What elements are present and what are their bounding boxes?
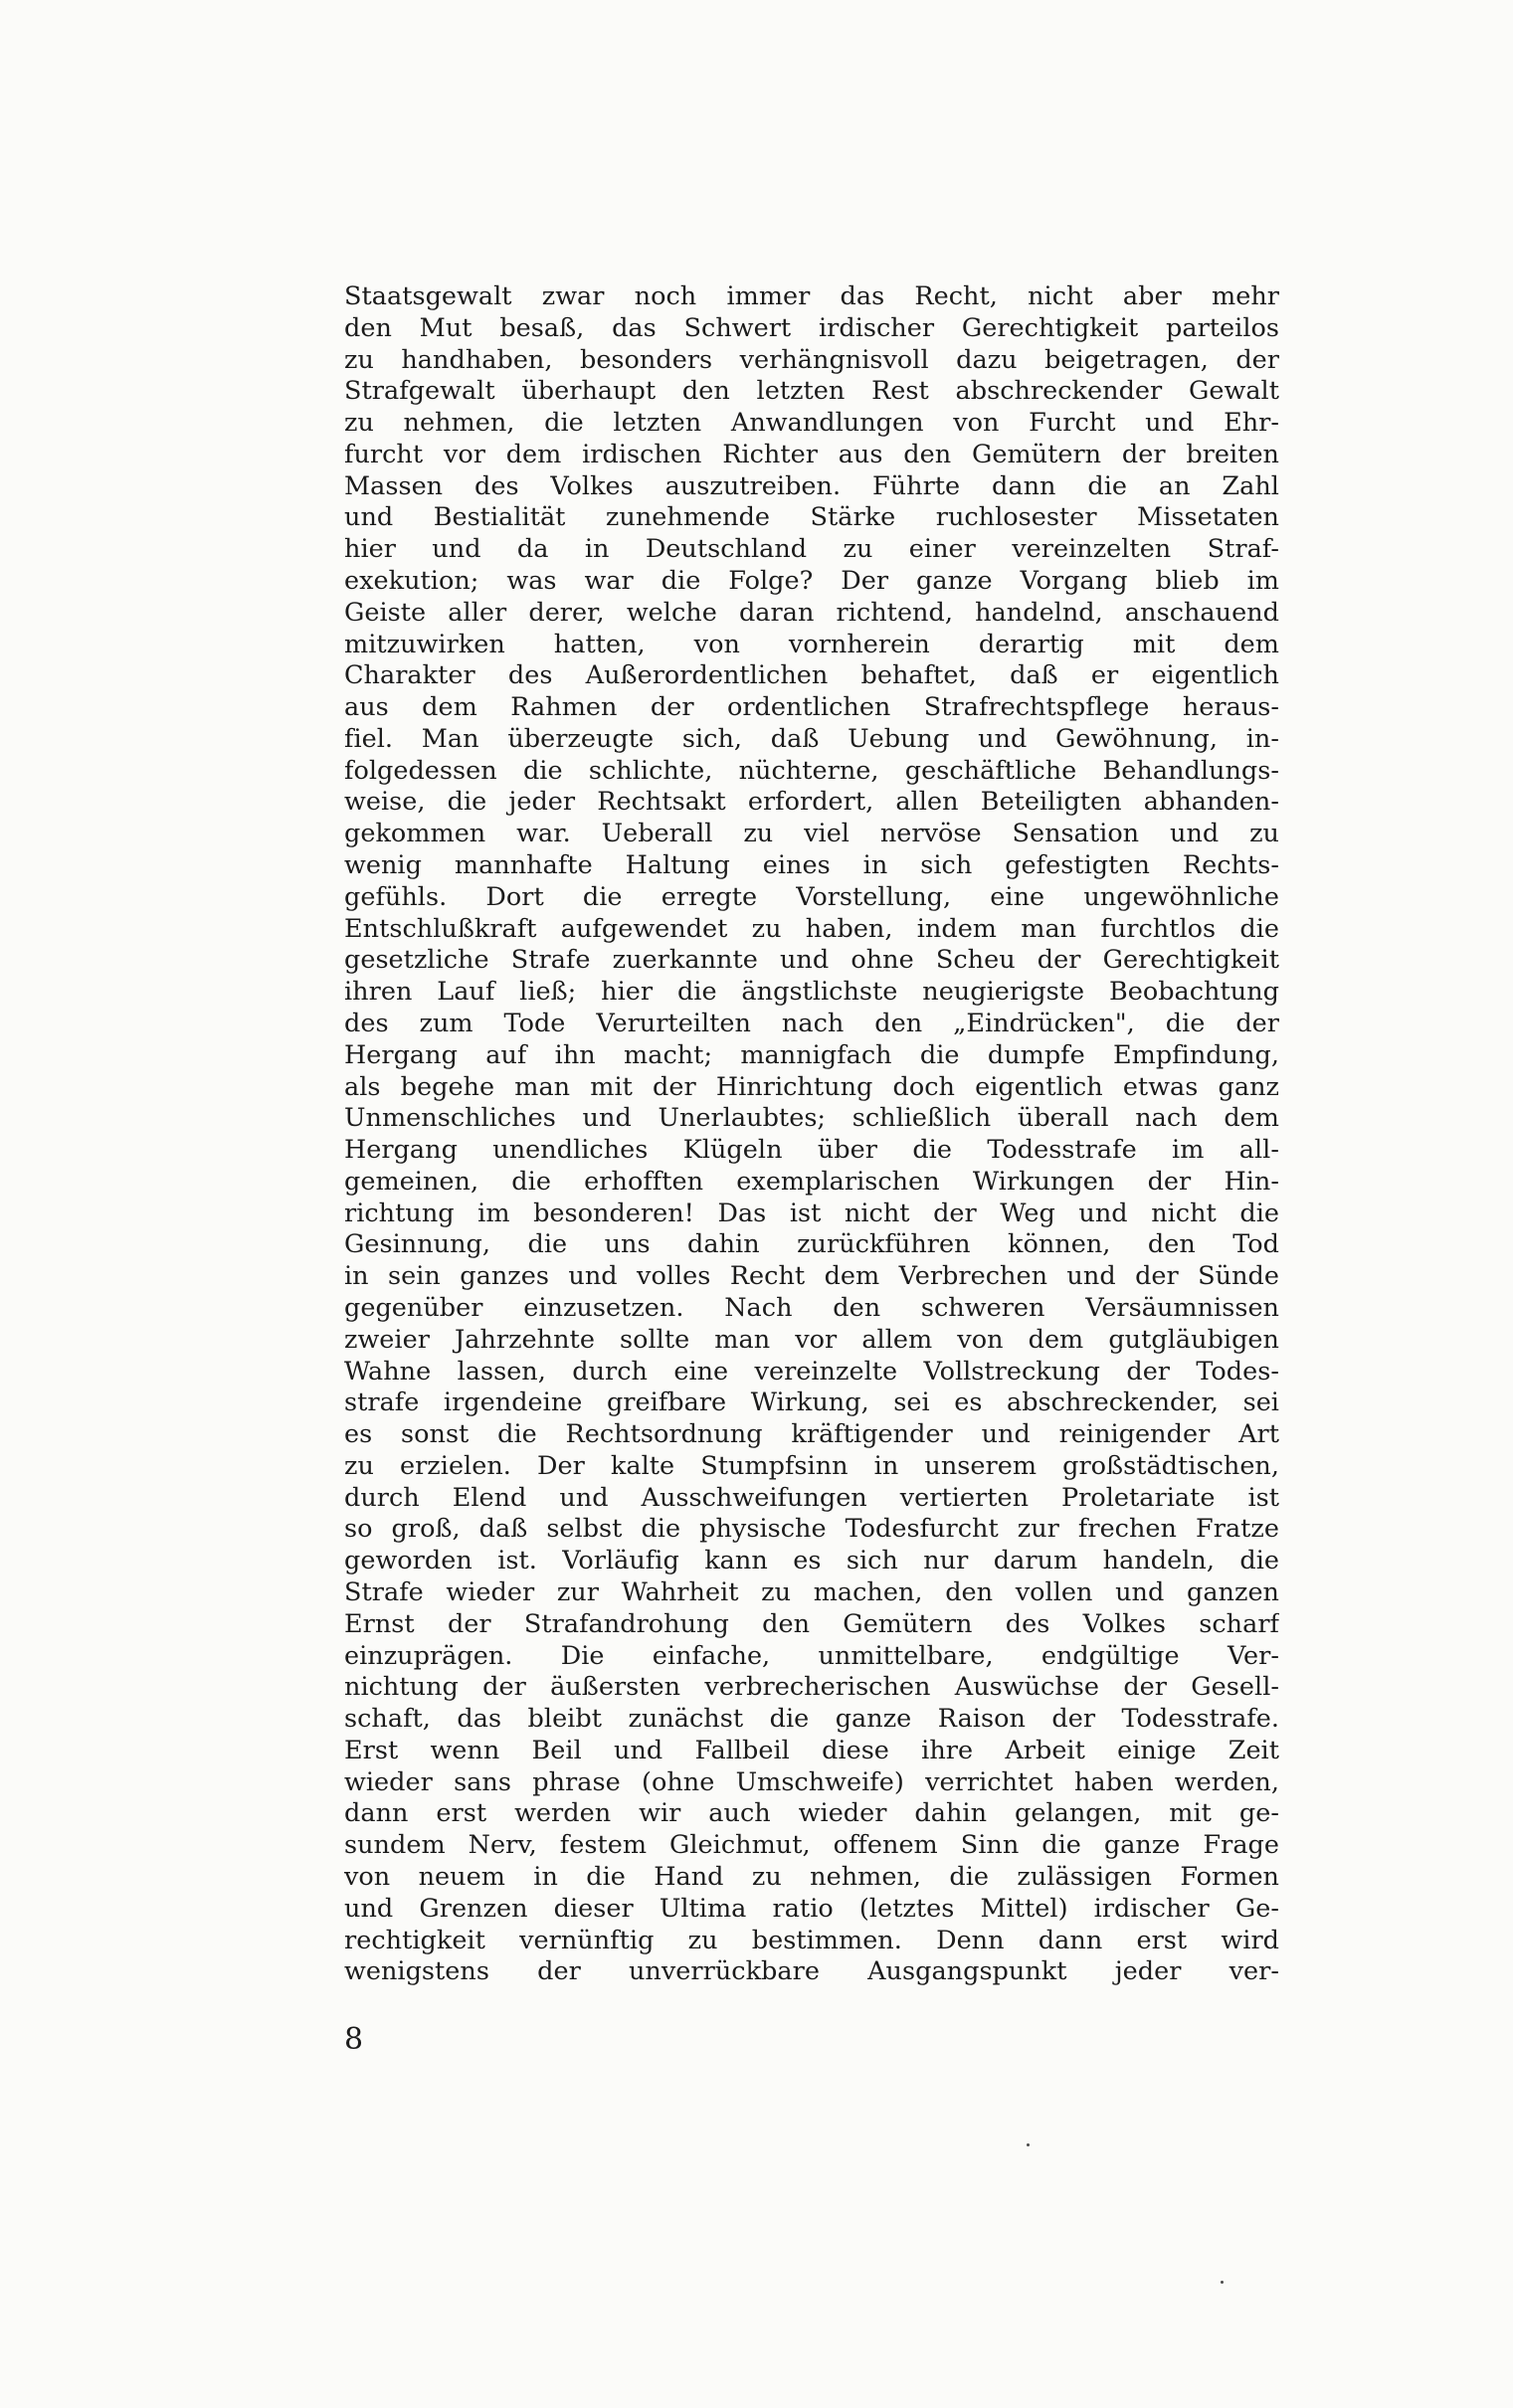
text-line-22: gesetzliche Strafe zuerkannte und ohne Scheu der Gerechtigkeit bbox=[344, 945, 1279, 976]
text-line-27: Unmenschliches und Unerlaubtes; schließlich überall nach dem bbox=[344, 1103, 1279, 1134]
text-line-5: zu nehmen, die letzten Anwandlungen von Furcht und Ehr- bbox=[344, 408, 1279, 439]
text-line-46: schaft, das bleibt zunächst die ganze Raison der Todesstrafe. bbox=[344, 1704, 1279, 1735]
text-line-43: Ernst der Strafandrohung den Gemütern des Volkes scharf bbox=[344, 1608, 1279, 1639]
text-line-33: gegenüber einzusetzen. Nach den schweren Versäumnissen bbox=[344, 1292, 1279, 1323]
text-line-7: Massen des Volkes auszutreiben. Führte dann die an Zahl bbox=[344, 470, 1279, 501]
paper-speck bbox=[1221, 2281, 1224, 2284]
text-line-16: folgedessen die schlichte, nüchterne, geschäftliche Behandlungs- bbox=[344, 755, 1279, 786]
text-line-47: Erst wenn Beil und Fallbeil diese ihre Arbeit einige Zeit bbox=[344, 1735, 1279, 1765]
text-line-20: gefühls. Dort die erregte Vorstellung, eine ungewöhnliche bbox=[344, 881, 1279, 912]
page-number: 8 bbox=[344, 2022, 364, 2057]
text-line-25: Hergang auf ihn macht; mannigfach die dumpfe Empfindung, bbox=[344, 1039, 1279, 1070]
body-text bbox=[344, 280, 1279, 1996]
text-line-31: Gesinnung, die uns dahin zurückführen können, den Tod bbox=[344, 1229, 1279, 1260]
text-line-21: Entschlußkraft aufgewendet zu haben, indem man furchtlos die bbox=[344, 913, 1279, 944]
text-line-40: so groß, daß selbst die physische Todesfurcht zur frechen Fratze bbox=[344, 1514, 1279, 1545]
text-line-26: als begehe man mit der Hinrichtung doch eigentlich etwas ganz bbox=[344, 1071, 1279, 1102]
text-line-50: sundem Nerv, festem Gleichmut, offenem Sinn die ganze Frage bbox=[344, 1830, 1279, 1861]
text-line-32: in sein ganzes und volles Recht dem Verbrechen und der Sünde bbox=[344, 1261, 1279, 1292]
text-line-51: von neuem in die Hand zu nehmen, die zulässigen Formen bbox=[344, 1862, 1279, 1892]
text-line-17: weise, die jeder Rechtsakt erfordert, allen Beteiligten abhanden- bbox=[344, 787, 1279, 818]
text-line-13: Charakter des Außerordentlichen behaftet, daß er eigentlich bbox=[344, 660, 1279, 691]
text-line-18: gekommen war. Ueberall zu viel nervöse Sensation und zu bbox=[344, 819, 1279, 849]
paper-speck bbox=[1027, 2143, 1030, 2146]
text-line-2: den Mut besaß, das Schwert irdischer Gerechtigkeit parteilos bbox=[344, 312, 1279, 343]
text-line-15: fiel. Man überzeugte sich, daß Uebung und Gewöhnung, in- bbox=[344, 723, 1279, 754]
text-line-23: ihren Lauf ließ; hier die ängstlichste neugierigste Beobachtung bbox=[344, 977, 1279, 1008]
text-line-10: exekution; was war die Folge? Der ganze Vorgang blieb im bbox=[344, 566, 1279, 597]
text-line-44: einzuprägen. Die einfache, unmittelbare, endgültige Ver- bbox=[344, 1640, 1279, 1671]
text-line-39: durch Elend und Ausschweifungen vertierten Proletariate ist bbox=[344, 1482, 1279, 1513]
text-line-28: Hergang unendliches Klügeln über die Todesstrafe im all- bbox=[344, 1135, 1279, 1166]
text-line-45: nichtung der äußersten verbrecherischen Auswüchse der Gesell- bbox=[344, 1672, 1279, 1703]
text-line-34: zweier Jahrzehnte sollte man vor allem von dem gutgläubigen bbox=[344, 1324, 1279, 1355]
text-line-24: des zum Tode Verurteilten nach den „Eindrücken", die der bbox=[344, 1008, 1279, 1038]
text-line-48: wieder sans phrase (ohne Umschweife) verrichtet haben werden, bbox=[344, 1766, 1279, 1797]
text-line-6: furcht vor dem irdischen Richter aus den Gemütern der breiten bbox=[344, 439, 1279, 469]
text-line-53: rechtigkeit vernünftig zu bestimmen. Denn dann erst wird bbox=[344, 1925, 1279, 1955]
text-line-9: hier und da in Deutschland zu einer vereinzelten Straf- bbox=[344, 534, 1279, 565]
text-line-11: Geiste aller derer, welche daran richtend, handelnd, anschauend bbox=[344, 597, 1279, 628]
text-line-8: und Bestialität zunehmende Stärke ruchlosester Missetaten bbox=[344, 502, 1279, 533]
text-line-36: strafe irgendeine greifbare Wirkung, sei es abschreckender, sei bbox=[344, 1388, 1279, 1418]
text-line-3: zu handhaben, besonders verhängnisvoll dazu beigetragen, der bbox=[344, 344, 1279, 375]
text-line-4: Strafgewalt überhaupt den letzten Rest abschreckender Gewalt bbox=[344, 376, 1279, 407]
text-line-41: geworden ist. Vorläufig kann es sich nur darum handeln, die bbox=[344, 1546, 1279, 1576]
text-line-30: richtung im besonderen! Das ist nicht der Weg und nicht die bbox=[344, 1198, 1279, 1228]
text-line-19: wenig mannhafte Haltung eines in sich gefestigten Rechts- bbox=[344, 850, 1279, 881]
text-line-52: und Grenzen dieser Ultima ratio (letztes Mittel) irdischer Ge- bbox=[344, 1893, 1279, 1924]
text-line-54: wenigstens der unverrückbare Ausgangspunkt jeder ver- bbox=[344, 1956, 1279, 1987]
text-line-12: mitzuwirken hatten, von vornherein derartig mit dem bbox=[344, 629, 1279, 659]
text-line-49: dann erst werden wir auch wieder dahin gelangen, mit ge- bbox=[344, 1798, 1279, 1829]
text-line-1: Staatsgewalt zwar noch immer das Recht, nicht aber mehr bbox=[344, 281, 1279, 311]
text-line-35: Wahne lassen, durch eine vereinzelte Vollstreckung der Todes- bbox=[344, 1356, 1279, 1387]
text-line-42: Strafe wieder zur Wahrheit zu machen, den vollen und ganzen bbox=[344, 1576, 1279, 1607]
text-line-38: zu erzielen. Der kalte Stumpfsinn in unserem großstädtischen, bbox=[344, 1450, 1279, 1481]
text-line-37: es sonst die Rechtsordnung kräftigender und reinigender Art bbox=[344, 1419, 1279, 1450]
text-line-29: gemeinen, die erhofften exemplarischen Wirkungen der Hin- bbox=[344, 1166, 1279, 1197]
text-line-14: aus dem Rahmen der ordentlichen Strafrechtspflege heraus- bbox=[344, 692, 1279, 723]
